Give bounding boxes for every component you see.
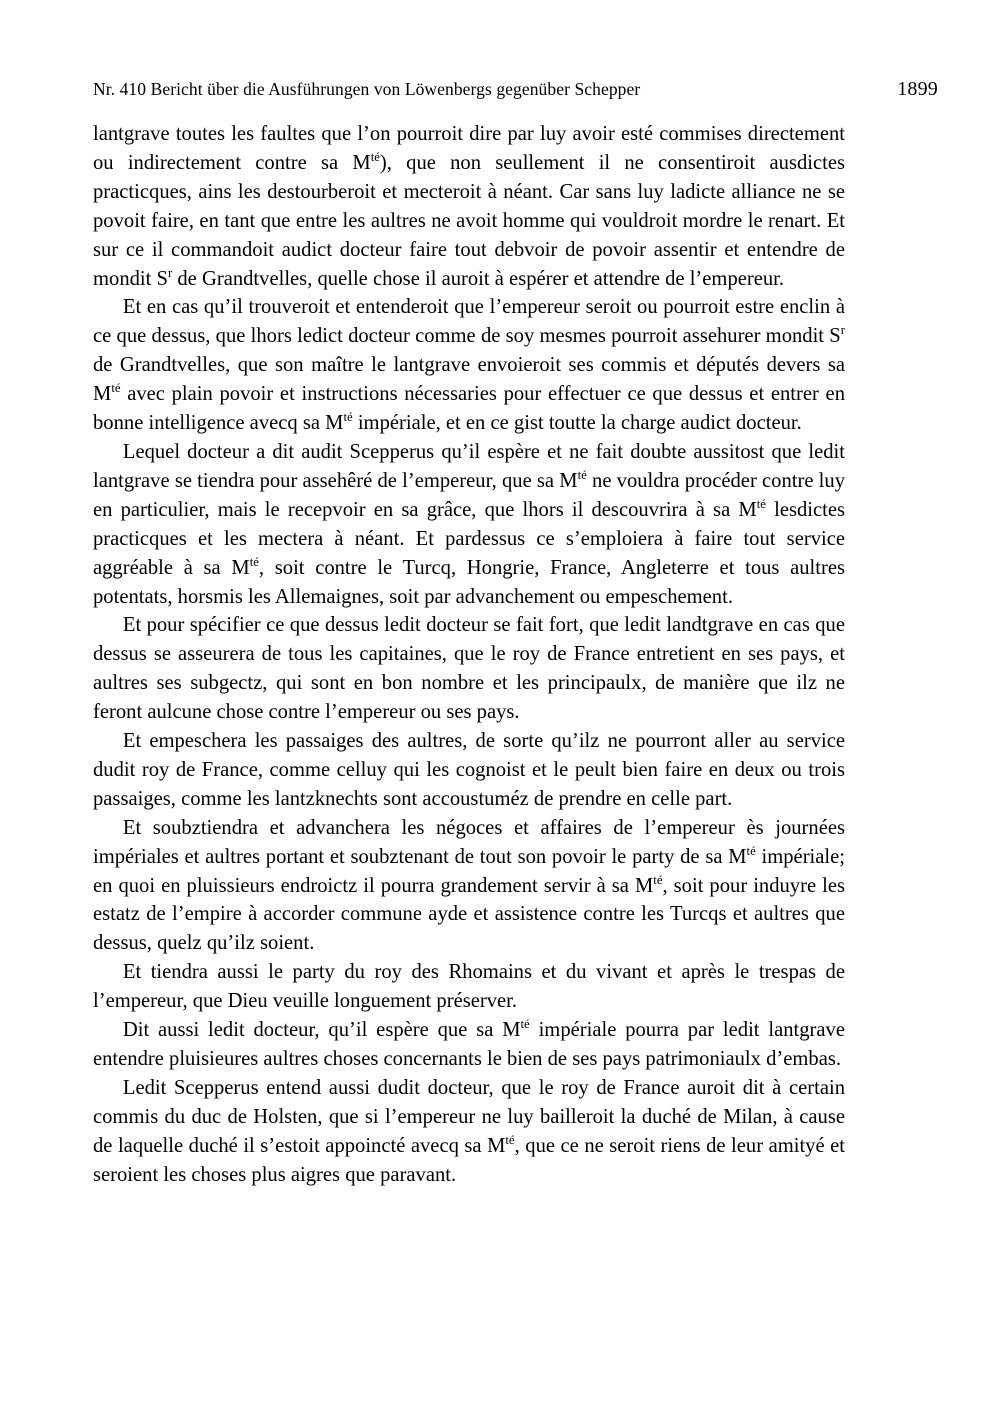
page-number: 1899 — [897, 78, 938, 100]
paragraph: lantgrave toutes les faultes que l’on pourroit dire par luy avoir esté commises directement ou indirectement contre sa $M^{té}$), que non seullement il ne consentiroit ausdictes practicques, ains les destourberoit et mecteroit à néant. Car sans luy ladicte alliance ne se povoit faire, en tant que entre les aultres ne avoit homme qui vouldroit mordre le renart. Et sur ce il commandoit audict docteur faire tout debvoir de povoir assentir et entendre de mondit $S^r$ de Grandtvelles, quelle chose il auroit à espérer et attendre de l’empereur. — [93, 123, 846, 290]
paragraph: Et tiendra aussi le party du roy des Rhomains et du vivant et après le trespas de l’empereur, que Dieu veuille longuement préserver. — [93, 961, 845, 1013]
running-head-title: Nr. 410 Bericht über die Ausführungen von Löwenbergs gegenüber Schepper — [93, 79, 641, 99]
paragraph: Et pour spécifier ce que dessus ledit docteur se fait fort, que ledit landtgrave en cas que dessus se asseurera de tous les capitaines, que le roy de France entretient en ses pays, et aultres ses subgectz, qui sont en bon nombre et les principaulx, de manière que ilz ne feront aulcune chose contre l’empereur ou ses pays. — [93, 614, 845, 724]
body-text — [93, 120, 845, 1190]
paragraph: Et soubztiendra et advanchera les négoces et affaires de l’empereur ès journées impériales et aultres portant et soubztenant de tout son povoir le party de sa $M^{té}$ impériale; en quoi en pluissieurs endroictz il pourra grandement servir à sa $M^{té}$, soit pour induyre les estatz de l’empire à accorder commune ayde et assistence contre les Turcqs et aultres que dessus, quelz qu’ilz soient. — [93, 816, 845, 955]
paragraph: Et en cas qu’il trouveroit et entenderoit que l’empereur seroit ou pourroit estre enclin à ce que dessus, que lhors ledict docteur comme de soy mesmes pourroit assehurer mondit $S^r$ de Grandtvelles, que son maître le lantgrave envoieroit ses commis et députés devers sa $M^{té}$ avec plain povoir et instructions nécessaries pour effectuer ce que dessus et entrer en bonne intelligence avecq sa $M^{té}$ impériale, et en ce gist toutte la charge audict docteur. — [93, 296, 845, 435]
paragraph: Et empeschera les passaiges des aultres, de sorte qu’ilz ne pourront aller au service dudit roy de France, comme celluy qui les cognoist et le peult bien faire en deux ou trois passaiges, comme les lantzknechts sont accoustuméz de prendre en celle part. — [93, 730, 845, 810]
paragraph: Dit aussi ledit docteur, qu’il espère que sa $M^{té}$ impériale pourra par ledit lantgrave entendre pluisieures aultres choses concernants le bien de ses pays patrimoniaulx d’embas. — [93, 1017, 845, 1070]
page-header — [93, 78, 938, 101]
paragraph: Lequel docteur a dit audit Scepperus qu’il espère et ne fait doubte aussitost que ledit lantgrave se tiendra pour assehêré de l’empereur, que sa $M^{té}$ ne vouldra procéder contre luy en particulier, mais le recepvoir en sa grâce, que lhors il descouvrira à sa $M^{té}$ lesdictes practicques et les mectera à néant. Et pardessus ce s’emploiera à faire tout service aggréable à sa $M^{té}$, soit contre le Turcq, Hongrie, France, Angleterre et tous aultres potentats, horsmis les Allemaignes, soit par advanchement ou empeschement. — [93, 440, 846, 608]
paragraph: Ledit Scepperus entend aussi dudit docteur, que le roy de France auroit dit à certain commis du duc de Holsten, que si l’empereur ne luy bailleroit la duché de Milan, à cause de laquelle duché il s’estoit appoincté avecq sa $M^{té}$, que ce ne seroit riens de leur amityé et seroient les choses plus aigres que paravant. — [93, 1076, 845, 1186]
